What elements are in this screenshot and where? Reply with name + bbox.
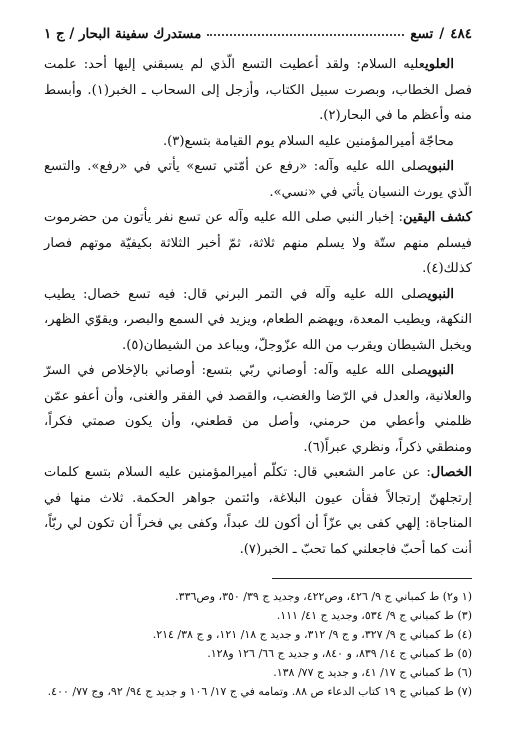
footnote: (٣) ط كمباني ج ٩/ ٥٣٤، وجديد ج ٤١/ ١١١.	[276, 609, 472, 622]
paragraph	[44, 205, 472, 282]
paragraph	[44, 358, 472, 460]
main-text	[44, 52, 472, 562]
footnote: (٤) ط كمباني ج ٩/ ٣٢٧، و ج ٩/ ٣١٢، و جديد ج ١٨/ ١٢١، و ج ٣٨/ ٢١٤.	[152, 628, 472, 641]
paragraph-text: محاجّة أميرالمؤمنين عليه السلام يوم القيامة بتسع(٣).	[162, 133, 454, 149]
page-number: ٤٨٤	[450, 26, 472, 42]
paragraph-text: صلى الله عليه وآله في التمر البرني قال: فيه تسع خصال: يطيب النكهة، ويطيب المعدة، ويهضم الطعام، ويزيد في السمع والبصر، ويقوّي الظهر، ويخبل الشيطان ويقرب من الله عزّوجلّ، ويباعد من الشيطان(٥).	[44, 286, 472, 353]
paragraph-text: : عن عامر الشعبي قال: تكلّم أميرالمؤمنين عليه السلام بتسع كلمات إرتجلهنّ إرتجالاً فقأن عيون البلاغة، وائتمن جواهر الحكمة. ثلاث منها في المناجاة: إلهي كفى بي عزّاً أن أكون لك عبداً، وكفى بي فخراً أن تكون لي ربّاً، أنت كما أحبّ فاجعلني كما تحبّ ـ الخبر(٧).	[44, 465, 472, 557]
paragraph-lead: النبوي	[427, 286, 454, 302]
paragraph	[44, 154, 472, 205]
paragraph-lead: النبوي	[427, 363, 454, 378]
header-separator: /	[439, 26, 445, 42]
paragraph	[44, 52, 472, 129]
section-title: تسع	[410, 26, 434, 42]
paragraph-text: صلى الله عليه وآله: «رفع عن أمّتي تسع» يأتي في «رفع». والتسع الّذي يورث النسيان يأتي في «نسي».	[44, 159, 472, 200]
paragraph	[44, 129, 472, 155]
paragraph-lead: النبوي	[427, 159, 454, 174]
paragraph-lead: كشف اليقين	[402, 210, 473, 225]
page-header	[44, 18, 472, 42]
paragraph	[44, 282, 472, 359]
header-leader-dots	[207, 34, 404, 36]
footnote: (٧) ط كمباني ج ١٩ كتاب الدعاء ص ٨٨. وتمامه في ج ١٧/ ١٠٦ و جديد ج ٩٤/ ٩٢، وج ٧٧/ ٤٠٠.	[47, 685, 472, 698]
paragraph-text: عليه السلام: ولقد أعطيت التسع الّذي لم يسبقني إليها أحد: علمت فصل الخطاب، وبصرت سبيل الكتاب، وأزجل إلى السحاب ـ الخبر(١). وأبسط منه وأعظم ما في البحار(٢).	[44, 57, 473, 123]
book-title: مستدرك سفينة البحار / ج ١	[44, 26, 202, 42]
paragraph-lead: الخصال	[430, 465, 472, 480]
footnote-divider	[272, 578, 472, 579]
footnotes	[44, 587, 472, 701]
paragraph-text: صلى الله عليه وآله: أوصاني ربّي بتسع: أوصاني بالإخلاص في السرّ والعلانية، والعدل في الرّضا والغضب، والقصد في الفقر والغنى، وأن أعفو عمّن ظلمني وأعطي من حرمني، وأصل من قطعني، وأن يكون صمتي فكراً، ومنطقي ذكراً، ونظري عبراً(٦).	[44, 363, 472, 455]
footnote: (٥) ط كمباني ج ١٤/ ٨٣٩، و ٨٤٠، و جديد ج ٦٦/ ١٢٦ و١٢٨.	[207, 647, 472, 660]
footnote: (١ و٢) ط كمباني ج ٩/ ٤٢٦، وص٤٢٢، وجديد ج ٣٩/ ٣٥٠، وص٣٣٦.	[175, 590, 472, 603]
paragraph	[44, 460, 472, 562]
footnote: (٦) ط كمباني ج ١٧/ ٤١، و جديد ج ٧٧/ ١٣٨.	[273, 666, 472, 679]
paragraph-text: : إخبار النبي صلى الله عليه وآله عن تسع نفر يأتون من حضرموت فيسلم منهم ستّة ولا يسلم منهم ثلاثة، ثمّ أخبر الثلاثة بكيفيّة موتهم فصار كذلك(٤).	[44, 210, 472, 276]
paragraph-lead: العلوي	[425, 57, 454, 72]
